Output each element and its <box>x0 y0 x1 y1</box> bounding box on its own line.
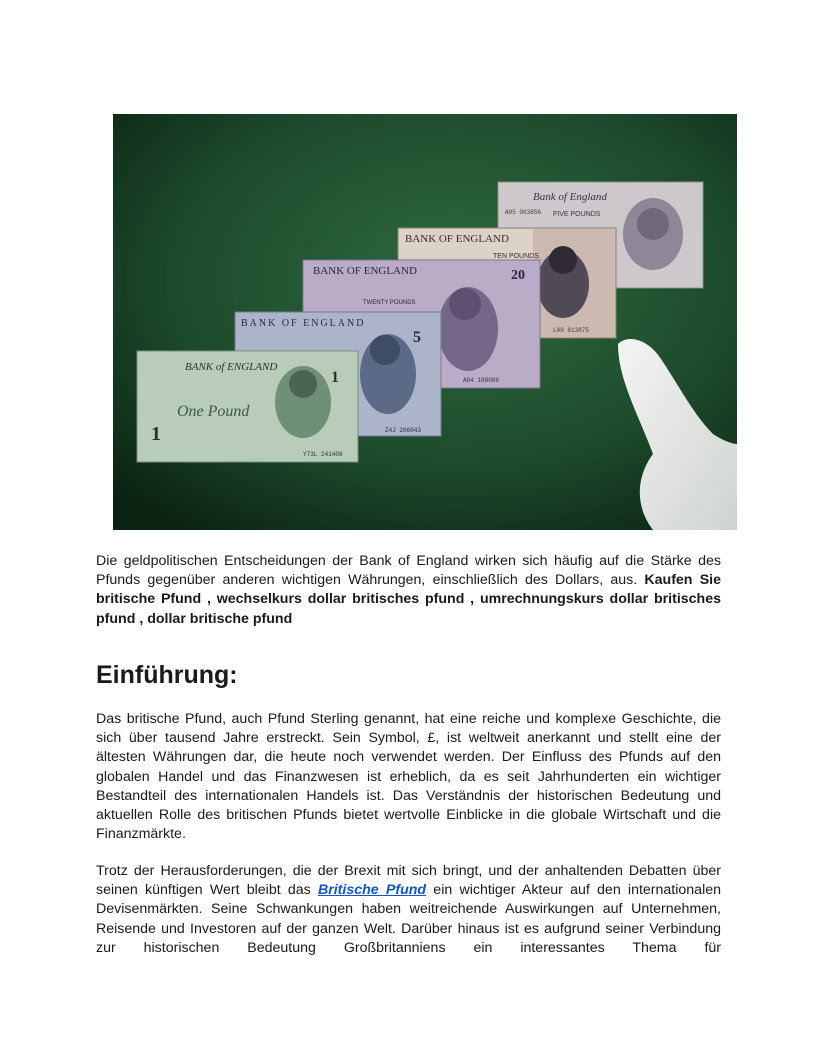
note-header: Bank of England <box>533 191 607 203</box>
note-value-corner: 1 <box>331 369 339 386</box>
note-sub: TWENTY POUNDS <box>363 300 416 306</box>
note-sub: TEN POUNDS <box>493 253 539 260</box>
intro-text: Die geldpolitischen Entscheidungen der Bank of England wirken sich häufig auf die Stärke des Pfunds gegenüber anderen wichtigen Währungen, einschließlich des Dollars, aus. <box>96 553 721 589</box>
note-serial: A04 188089 <box>463 377 500 384</box>
banknotes-photo <box>113 114 737 530</box>
intro-keywords: Kaufen Sie britische Pfund , wechselkurs dollar britisches pfund , umrechnungskurs dollar britisches pfund , dollar britische pfund <box>96 572 721 627</box>
note-header: BANK OF ENGLAND <box>241 318 366 329</box>
note-value: 5 <box>413 329 421 346</box>
note-serial: Z4J 206043 <box>385 427 422 434</box>
note-script: One Pound <box>177 403 250 420</box>
note-sub: FIVE POUNDS <box>553 211 601 218</box>
note-serial: Y73L 241408 <box>303 451 343 458</box>
note-value: 1 <box>151 423 161 445</box>
note-serial: A05 003856 <box>505 209 542 216</box>
body-paragraph-1: Das britische Pfund, auch Pfund Sterling genannt, hat eine reiche und komplexe Geschichte, die sich über tausend Jahre erstreckt. Sein Symbol, £, ist weltweit anerkannt und stellt eine der ältesten Währungen dar, die heute noch verwendet werden. Der Einfluss des Pfunds auf den globalen Handel und das Finanzwesen ist erheblich, da es seit Jahrhunderten ein wichtiger Bestandteil des internationalen Handels ist. Das Verständnis der historischen Bedeutung und aktuellen Rolle des britischen Pfunds bietet wertvolle Einblicke in die globale Wirtschaft und die Finanzmärkte. <box>96 711 721 843</box>
section-heading: Einführung: <box>96 661 238 689</box>
banknote-1 <box>137 351 358 462</box>
p3-before: Trotz der Herausforderungen, die der Brexit mit sich bringt, und der anhaltenden Debatten über seinen künftigen Wert bleibt das <box>96 863 721 899</box>
note-value: 20 <box>511 268 525 283</box>
note-header: BANK OF ENGLAND <box>405 233 509 245</box>
britische-pfund-link[interactable]: Britische Pfund <box>317 882 427 899</box>
intro-paragraph <box>96 552 721 629</box>
note-header: BANK of ENGLAND <box>185 361 278 373</box>
note-header: BANK OF ENGLAND <box>313 265 417 277</box>
note-serial: L00 813875 <box>553 327 590 334</box>
p3-after: ein wichtiger Akteur auf den internationalen Devisenmärkten. Seine Schwankungen haben weitreichende Auswirkungen auf Unternehmen, Reisende und Investoren auf der ganzen Welt. Darüber hinaus ist es aufgrund seiner Verbindung zur historischen Bedeutung Großbritanniens ein interessantes Thema für <box>96 882 721 956</box>
body-paragraph-2 <box>96 862 721 958</box>
